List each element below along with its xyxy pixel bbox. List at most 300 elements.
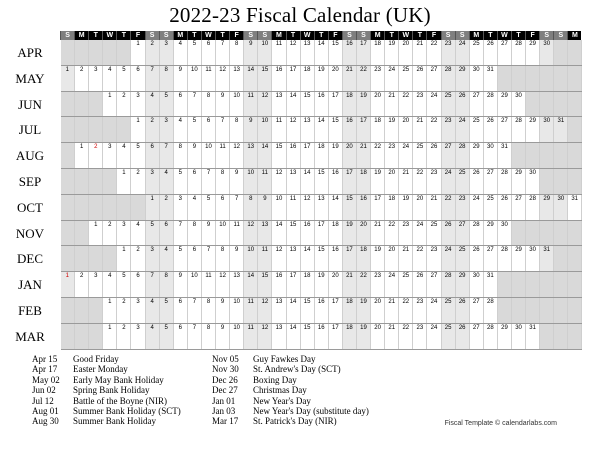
empty-cell: [568, 91, 582, 117]
day-cell: 23: [413, 91, 427, 117]
holiday-date: Mar 17: [212, 416, 239, 427]
day-cell: 8: [244, 194, 258, 220]
holiday-name: Good Friday: [73, 354, 119, 364]
day-cell: 19: [356, 323, 370, 349]
day-cell: 18: [342, 323, 356, 349]
day-cell: 10: [230, 297, 244, 323]
day-cell: 29: [455, 272, 469, 298]
day-cell: 5: [187, 40, 201, 65]
day-cell: 3: [117, 220, 131, 246]
day-cell: 21: [342, 272, 356, 298]
day-cell: 4: [145, 323, 159, 349]
day-cell: 13: [286, 168, 300, 194]
holiday-date: Dec 26: [212, 374, 238, 385]
day-cell: 28: [497, 168, 511, 194]
day-cell: 23: [385, 143, 399, 169]
day-cell: 28: [455, 143, 469, 169]
day-cell: 22: [356, 65, 370, 91]
day-cell: 28: [483, 91, 497, 117]
day-cell: 17: [314, 220, 328, 246]
day-cell: 15: [300, 323, 314, 349]
empty-cell: [103, 194, 117, 220]
day-cell: 22: [427, 117, 441, 143]
day-cell: 3: [131, 297, 145, 323]
holiday-name: St. Patrick's Day (NIR): [253, 416, 337, 427]
day-cell: 31: [483, 272, 497, 298]
month-label: AUG: [15, 148, 45, 164]
day-cell: 1: [103, 297, 117, 323]
holiday-name: Boxing Day: [253, 374, 297, 385]
day-cell: 17: [342, 168, 356, 194]
holiday-name: New Year's Day (substitute day): [253, 406, 369, 417]
holiday-date: Jan 03: [212, 406, 236, 417]
day-cell: 5: [117, 65, 131, 91]
day-cell: 1: [103, 91, 117, 117]
day-cell: 6: [201, 117, 215, 143]
day-cell: 6: [201, 40, 215, 65]
empty-cell: [568, 65, 582, 91]
day-cell: 13: [286, 246, 300, 272]
holiday-row: [32, 375, 181, 385]
calendar-grid: [60, 31, 582, 350]
weekday-header-cell: S: [244, 31, 258, 40]
month-label: JUN: [18, 96, 42, 112]
day-cell: 20: [356, 220, 370, 246]
month-label: DEC: [17, 251, 43, 267]
day-cell: 19: [342, 220, 356, 246]
day-cell: 28: [497, 246, 511, 272]
day-cell: 26: [427, 143, 441, 169]
weekday-header-cell: T: [187, 31, 201, 40]
day-cell: 21: [385, 297, 399, 323]
day-cell: 28: [483, 297, 497, 323]
weekday-header-cell: S: [554, 31, 568, 40]
day-cell: 18: [356, 168, 370, 194]
empty-cell: [75, 117, 89, 143]
day-cell: 10: [187, 65, 201, 91]
empty-cell: [512, 272, 526, 298]
holiday-name: Battle of the Boyne (NIR): [73, 395, 167, 406]
day-cell: 2: [145, 40, 159, 65]
empty-cell: [568, 117, 582, 143]
day-cell: 17: [328, 91, 342, 117]
day-cell: 29: [526, 40, 540, 65]
day-cell: 3: [89, 272, 103, 298]
month-label: APR: [17, 45, 43, 60]
day-cell: 23: [427, 246, 441, 272]
day-cell: 31: [554, 117, 568, 143]
day-cell: 15: [272, 143, 286, 169]
day-cell: 14: [244, 272, 258, 298]
day-cell: 24: [455, 117, 469, 143]
day-cell: 26: [413, 65, 427, 91]
weekday-header-cell: T: [286, 31, 300, 40]
day-cell: 27: [497, 40, 511, 65]
day-cell: 19: [314, 65, 328, 91]
weekday-header-cell: S: [455, 31, 469, 40]
empty-cell: [540, 65, 554, 91]
day-cell: 16: [272, 272, 286, 298]
day-cell: 13: [258, 220, 272, 246]
day-cell: 1: [89, 220, 103, 246]
empty-cell: [497, 65, 511, 91]
empty-cell: [61, 117, 75, 143]
month-row: [61, 117, 582, 143]
day-cell: 17: [328, 323, 342, 349]
empty-cell: [540, 168, 554, 194]
day-cell: 15: [300, 91, 314, 117]
empty-cell: [89, 91, 103, 117]
day-cell: 11: [230, 220, 244, 246]
holiday-date: Dec 27: [212, 385, 238, 396]
empty-cell: [554, 220, 568, 246]
empty-cell: [89, 297, 103, 323]
weekday-header-cell: T: [89, 31, 103, 40]
day-cell: 12: [258, 323, 272, 349]
day-cell: 19: [356, 297, 370, 323]
day-cell: 8: [173, 143, 187, 169]
day-cell: 2: [117, 297, 131, 323]
day-cell: 10: [244, 168, 258, 194]
day-cell: 2: [75, 65, 89, 91]
day-cell: 31: [497, 143, 511, 169]
day-cell: 7: [145, 272, 159, 298]
holiday-date: Nov 30: [212, 364, 239, 375]
weekday-header-cell: T: [314, 31, 328, 40]
day-cell: 2: [131, 246, 145, 272]
empty-cell: [61, 220, 75, 246]
day-cell: 20: [328, 272, 342, 298]
day-cell: 29: [497, 91, 511, 117]
empty-cell: [61, 91, 75, 117]
holiday-name: Easter Monday: [73, 364, 128, 375]
day-cell: 25: [483, 194, 497, 220]
day-cell: 8: [159, 65, 173, 91]
day-cell: 26: [469, 168, 483, 194]
weekday-header-cell: S: [540, 31, 554, 40]
weekday-header-cell: S: [356, 31, 370, 40]
day-cell: 13: [272, 91, 286, 117]
footer-credit: Fiscal Template © calendarlabs.com: [444, 420, 557, 427]
holiday-name: New Year's Day: [253, 395, 311, 406]
day-cell: 19: [356, 91, 370, 117]
day-cell: 15: [258, 272, 272, 298]
day-cell: 1: [145, 194, 159, 220]
day-cell: 13: [230, 65, 244, 91]
day-cell: 29: [512, 246, 526, 272]
empty-cell: [526, 65, 540, 91]
day-cell: 17: [286, 272, 300, 298]
day-cell: 29: [540, 194, 554, 220]
day-cell: 27: [497, 117, 511, 143]
weekday-header-cell: F: [131, 31, 145, 40]
holiday-row: [212, 375, 369, 385]
empty-cell: [117, 40, 131, 65]
month-row: [61, 272, 582, 298]
empty-cell: [89, 168, 103, 194]
empty-cell: [554, 323, 568, 349]
day-cell: 17: [371, 194, 385, 220]
weekday-header-cell: M: [272, 31, 286, 40]
day-cell: 18: [300, 272, 314, 298]
day-cell: 24: [441, 246, 455, 272]
month-row: [61, 40, 582, 65]
day-cell: 26: [483, 40, 497, 65]
day-cell: 24: [385, 65, 399, 91]
empty-cell: [526, 297, 540, 323]
day-cell: 1: [131, 117, 145, 143]
day-cell: 25: [469, 40, 483, 65]
empty-cell: [540, 323, 554, 349]
day-cell: 31: [483, 65, 497, 91]
day-cell: 9: [244, 117, 258, 143]
day-cell: 5: [173, 246, 187, 272]
day-cell: 29: [455, 65, 469, 91]
day-cell: 30: [497, 220, 511, 246]
day-cell: 24: [427, 297, 441, 323]
day-cell: 10: [258, 40, 272, 65]
empty-cell: [75, 220, 89, 246]
empty-cell: [512, 297, 526, 323]
empty-cell: [554, 65, 568, 91]
weekday-header-cell: S: [145, 31, 159, 40]
holiday-list-left: [32, 354, 181, 427]
weekday-header-cell: S: [258, 31, 272, 40]
day-cell: 9: [173, 272, 187, 298]
empty-cell: [554, 91, 568, 117]
day-cell: 2: [145, 117, 159, 143]
weekday-header-cell: F: [328, 31, 342, 40]
day-cell: 21: [385, 323, 399, 349]
day-cell: 26: [483, 117, 497, 143]
weekday-header-cell: M: [469, 31, 483, 40]
day-cell: 11: [258, 168, 272, 194]
holiday-date: Apr 15: [32, 354, 58, 364]
day-cell: 27: [512, 194, 526, 220]
day-cell: 21: [385, 91, 399, 117]
day-cell: 27: [427, 272, 441, 298]
empty-cell: [61, 194, 75, 220]
day-cell: 30: [512, 323, 526, 349]
day-cell: 13: [300, 117, 314, 143]
day-cell: 20: [371, 323, 385, 349]
day-cell: 15: [328, 40, 342, 65]
day-cell: 24: [413, 220, 427, 246]
day-cell: 12: [230, 143, 244, 169]
day-cell: 15: [342, 194, 356, 220]
day-cell: 9: [230, 168, 244, 194]
day-cell: 25: [441, 323, 455, 349]
weekday-header-cell: T: [385, 31, 399, 40]
day-cell: 21: [356, 143, 370, 169]
day-cell: 21: [413, 117, 427, 143]
empty-cell: [540, 220, 554, 246]
day-cell: 25: [427, 220, 441, 246]
day-cell: 22: [399, 323, 413, 349]
holiday-row: [212, 396, 369, 406]
day-cell: 12: [286, 40, 300, 65]
day-cell: 15: [314, 246, 328, 272]
day-cell: 16: [356, 194, 370, 220]
day-cell: 19: [371, 246, 385, 272]
day-cell: 27: [469, 297, 483, 323]
day-cell: 14: [258, 143, 272, 169]
day-cell: 21: [399, 168, 413, 194]
empty-cell: [526, 143, 540, 169]
day-cell: 2: [131, 168, 145, 194]
day-cell: 9: [187, 143, 201, 169]
day-cell: 24: [455, 40, 469, 65]
empty-cell: [61, 297, 75, 323]
day-cell: 27: [441, 143, 455, 169]
day-cell: 16: [342, 40, 356, 65]
day-cell: 2: [117, 323, 131, 349]
empty-cell: [103, 117, 117, 143]
day-cell: 4: [159, 168, 173, 194]
day-cell: 2: [75, 272, 89, 298]
day-cell: 11: [244, 91, 258, 117]
day-cell: 23: [441, 40, 455, 65]
day-cell: 13: [300, 40, 314, 65]
holiday-date: Apr 17: [32, 364, 58, 375]
day-cell: 22: [441, 194, 455, 220]
day-cell: 18: [356, 246, 370, 272]
day-cell: 22: [413, 168, 427, 194]
day-cell: 25: [455, 246, 469, 272]
holiday-row: [32, 396, 181, 406]
day-cell: 24: [441, 168, 455, 194]
day-cell: 20: [399, 40, 413, 65]
holiday-row: [32, 416, 181, 426]
month-row: [61, 323, 582, 349]
holiday-date: Jul 12: [32, 395, 54, 406]
day-cell: 22: [399, 91, 413, 117]
empty-cell: [61, 323, 75, 349]
empty-cell: [103, 168, 117, 194]
month-row: [61, 194, 582, 220]
day-cell: 3: [131, 91, 145, 117]
day-cell: 20: [385, 168, 399, 194]
day-cell: 21: [342, 65, 356, 91]
day-cell: 18: [371, 40, 385, 65]
day-cell: 28: [469, 220, 483, 246]
day-cell: 19: [385, 40, 399, 65]
day-cell: 8: [187, 220, 201, 246]
empty-cell: [103, 246, 117, 272]
day-cell: 27: [483, 246, 497, 272]
day-cell: 25: [469, 117, 483, 143]
month-label: SEP: [18, 173, 42, 189]
holiday-row: [32, 364, 181, 374]
empty-cell: [554, 143, 568, 169]
day-cell: 17: [286, 65, 300, 91]
day-cell: 14: [286, 91, 300, 117]
empty-cell: [554, 297, 568, 323]
empty-cell: [554, 40, 568, 65]
day-cell: 4: [103, 272, 117, 298]
day-cell: 5: [201, 194, 215, 220]
day-cell: 6: [216, 194, 230, 220]
day-cell: 11: [244, 323, 258, 349]
day-cell: 5: [145, 220, 159, 246]
day-cell: 19: [399, 194, 413, 220]
day-cell: 8: [201, 323, 215, 349]
day-cell: 16: [286, 143, 300, 169]
empty-cell: [512, 220, 526, 246]
weekday-header-cell: W: [103, 31, 117, 40]
empty-cell: [568, 143, 582, 169]
day-cell: 25: [441, 297, 455, 323]
empty-cell: [61, 143, 75, 169]
day-cell: 28: [483, 323, 497, 349]
day-cell: 1: [131, 40, 145, 65]
holiday-date: May 02: [32, 374, 60, 385]
day-cell: 16: [300, 220, 314, 246]
empty-cell: [540, 91, 554, 117]
month-labels: [0, 40, 60, 350]
month-label: MAR: [15, 328, 45, 344]
day-cell: 26: [455, 323, 469, 349]
weekday-header-cell: S: [61, 31, 75, 40]
empty-cell: [131, 194, 145, 220]
month-row: [61, 91, 582, 117]
weekday-header-cell: S: [441, 31, 455, 40]
day-cell: 18: [371, 117, 385, 143]
day-cell: 17: [356, 40, 370, 65]
day-cell: 26: [441, 220, 455, 246]
day-cell: 10: [201, 143, 215, 169]
day-cell: 25: [413, 143, 427, 169]
empty-cell: [75, 194, 89, 220]
day-cell: 2: [89, 143, 103, 169]
day-cell: 8: [201, 297, 215, 323]
day-cell: 11: [201, 272, 215, 298]
day-cell: 2: [159, 194, 173, 220]
day-cell: 31: [568, 194, 582, 220]
day-cell: 1: [61, 272, 75, 298]
day-cell: 21: [427, 194, 441, 220]
month-row: [61, 297, 582, 323]
day-cell: 8: [216, 168, 230, 194]
day-cell: 3: [159, 117, 173, 143]
day-cell: 6: [173, 91, 187, 117]
day-cell: 9: [216, 297, 230, 323]
day-cell: 18: [342, 297, 356, 323]
holiday-row: [32, 354, 181, 364]
day-cell: 7: [187, 297, 201, 323]
empty-cell: [568, 40, 582, 65]
holiday-row: [212, 354, 369, 364]
day-cell: 10: [230, 91, 244, 117]
day-cell: 23: [399, 220, 413, 246]
day-cell: 9: [173, 65, 187, 91]
day-cell: 2: [103, 220, 117, 246]
day-cell: 31: [540, 246, 554, 272]
day-cell: 19: [314, 272, 328, 298]
day-cell: 12: [300, 194, 314, 220]
page-title: 2022-23 Fiscal Calendar (UK): [169, 3, 431, 27]
day-cell: 27: [427, 65, 441, 91]
day-cell: 16: [314, 91, 328, 117]
holiday-date: Jun 02: [32, 385, 56, 396]
empty-cell: [89, 246, 103, 272]
day-cell: 7: [187, 323, 201, 349]
empty-cell: [75, 323, 89, 349]
empty-cell: [568, 272, 582, 298]
empty-cell: [568, 220, 582, 246]
day-cell: 21: [413, 40, 427, 65]
day-cell: 31: [526, 323, 540, 349]
